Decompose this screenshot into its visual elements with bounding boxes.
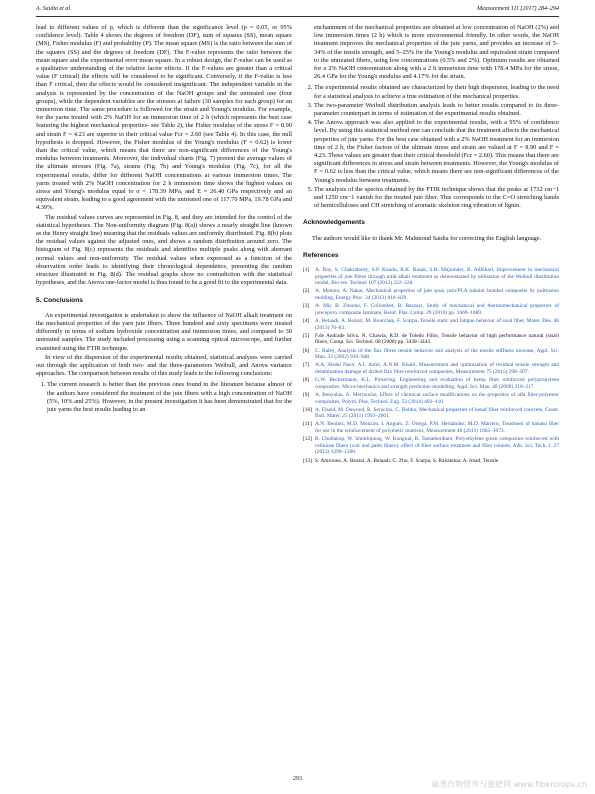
conclusions-list — [36, 381, 292, 414]
reference-text: F.de Andrade Silva, N. Chawla, R.D. de Toledo Filho, Tensile behavior of high performance natural (sisal) fibers, Comp. Sci. Technol. 68 (2008) pp. 3438–3443. — [315, 332, 559, 346]
reference-item[interactable]: [3] A. Mir, B. Zitoune, F. Collombet, B. Bezzazi, Study of mechanical and thermomechanical properties of jute/epoxy composite laminate, Reinf. Plas. Comp. 29 (2010) pp. 1669–1680. — [303, 303, 559, 316]
reference-item[interactable]: [1] A. Roy, S. Chakraborty, S.P. Kundu, R.K. Basak, S.B. Majumder, B. Adhikari, Improvement in mechanical properties of jute fibres through mild alkali treatment as demonstrated by utilisation of the Weibull distribution model, Bio-res. Technol 107 (2012) 222–228. — [303, 267, 559, 287]
paragraph-conclusions-method: In view of the dispersion of the experimental results obtained, statistical analyses were carried out through the application of both two- and the three-parameters Weibull, and Anova variance approaches. The comparison between results of this study leads to the following conclusions: — [36, 353, 292, 378]
reference-item: [5] F.de Andrade Silva, N. Chawla, R.D. de Toledo Filho, Tensile behavior of high performance natural (sisal) fibers, Comp. Sci. Technol. 68 (2008) pp. 3438–3443. — [303, 332, 559, 346]
right-column — [303, 24, 559, 466]
reference-link[interactable]: A.A. Abdul Nasir, A.I. Azmi, A.N.M. Khalil, Measurement and optimisation of residual tensile strength and delamination damage of drilled flax fibre reinforced composites, Measurement 75 (2015) 298–307. — [315, 362, 559, 375]
references-list — [303, 267, 559, 464]
reference-item[interactable]: [2] A. Memon, A. Nakai, Mechanical properties of jute spun yarn/PLA tubular braided composite by pultrusion molding, Energy Proc. 34 (2013) 818–829. — [303, 288, 559, 302]
conclusion-item: 5. The analysis of the spectra obtained by the FTIR technique shows that the peaks at 1732 cm−1 and 1250 cm−1 vanish for the treated jute fiber. This corresponds to the C=O stretching bands of hemicelluloses and CH stretching of aromatic skeleton ring vibration of lignin. — [314, 186, 559, 211]
reference-item: [13] S. Amroune, A. Bezazi, A. Belaadi, C. Zhu, F. Scarpa, S. Rahatekar, A. Imad, Tensile — [303, 457, 499, 464]
conclusion-item: 4. The Anova approach was also applied to the experimental results, with a 95% of confidence level. By using this statistical method one can conclude that the treatment affects the mechanical properties of jute yarns. For the best case obtained with a 2% NaOH treatment for an immersion time of 2 h, the Fisher factors of the ultimate stress and strain are valued at F = 8.90 and F = 4.23. These values are greater than their critical threshold (Fcr = 2.60). This means that there are significant differences in stress and strain between treatments. However, the Young's modulus of F = 0.62 is less than the critical value, which means there are non-significant differences of the Young's modulus between treatments. — [314, 119, 559, 185]
reference-link[interactable]: A. Mir, B. Zitoune, F. Collombet, B. Bezzazi, Study of mechanical and thermomechanical properties of jute/epoxy composite laminate, Reinf. Plas. Comp. 29 (2010) pp. 1669–1680. — [315, 303, 559, 316]
header-rule — [36, 16, 559, 17]
reference-link[interactable]: C. Baley, Analysis of the flax fibres tensile behavior and analysis of the tensile stiffness increase, Appl. Sci. Man. 33 (2002) 939–948. — [315, 347, 559, 361]
reference-item[interactable]: [4] A. Belaadi, A. Bezazi, M. Bourchak, F. Scarpa, Tensile static and fatigue behavior of sisal fiber, Mater. Des. 46 (2013) 76–83. — [303, 318, 559, 331]
conclusion-item: 1. The current research is better than the previous ones found in the literature because almost of the authors have considered the treatment of the jute fibers with a high concentration of NaOH (5%, 10% and 25%). However, in the present investigation it has been demonstrated that for the jute yarns the best results leading to an — [47, 381, 292, 414]
reference-link[interactable]: A. Belaadi, A. Bezazi, M. Bourchak, F. Scarpa, Tensile static and fatigue behavior of sisal fiber, Mater. Des. 46 (2013) 76–83. — [315, 318, 559, 331]
conclusion-item-continued: enchantment of the mechanical properties are obtained at low concentration of NaOH (2%) and low immersion times (2 h) which is more environmental friendly. In other words, the NaOH treatment improves the mechanical properties of the jute yarns, and provides an increase of 5–34% of the tensile strength, and 5–25% for the Young's modulus and equivalent strain compared to the untreated fibers, using low concentrations (0.5% and 2%). Optimum results are obtained for a 2% NaOH concentration along with a 2 h immersion time with 178.4 MPa for the stress, 26.4 GPa for the Young's modulus and 4.17% for the strain. — [314, 24, 559, 81]
reference-link[interactable]: A. Roy, S. Chakraborty, S.P. Kundu, R.K. Basak, S.B. Majumder, B. Adhikari, Improvement in mechanical properties of jute fibres through mild alkali treatment as demonstrated by utilisation of the Weibull distribution model, Bio-res. Technol 107 (2012) 222–228. — [315, 267, 559, 287]
watermark: 麻类作物营养与施肥网 www.fibercrops.cn — [431, 780, 587, 789]
references-heading: References — [303, 251, 339, 259]
acknowledgements-text: The authors would like to thank Mr. Mahmoud Saidia for correcting the English language. — [312, 234, 542, 242]
header-authors: A. Saidia et al. — [36, 6, 72, 12]
paragraph-conclusions-intro: An experimental investigation is undertaken to show the influence of NaOH alkali treatment on the mechanical properties of the yarn jute fibers. Three hundred and sixty specimens were treated differently in terms of sodium hydroxide concentration and immersion times, and compared to 30 untreated samples. The study included processing using a scanning optical microscope, and further examined using the FTIR technique. — [36, 311, 292, 352]
reference-item[interactable]: [7] A.A. Abdul Nasir, A.I. Azmi, A.N.M. Khalil, Measurement and optimisation of residual tensile strength and delamination damage of drilled flax fibre reinforced composites, Measurement 75 (2015) 298–307. — [303, 362, 559, 375]
reference-link[interactable]: A. Memon, A. Nakai, Mechanical properties of jute spun yarn/PLA tubular braided composite by pultrusion molding, Energy Proc. 34 (2013) 818–829. — [315, 288, 559, 302]
page-number: 293 — [293, 776, 302, 782]
reference-link[interactable]: G.W. Beckermann, K.L. Pickering, Engineering and evaluation of hemp fiber reinforced polypropylene composites: Micro-mechanics and strength prediction modelling, Appl. Sci. Man. 40 (2009) 210–217. — [315, 377, 559, 390]
reference-link[interactable]: A.N. Benítez, M.D. Monzón, I. Angulo, Z. Ortega, P.M. Hernández, M.D. Marrero, Treatment of banana fiber for use in the reinforcement of polymeric matrices, Measurement 46 (2013) 1065–1073. — [315, 421, 559, 435]
paragraph-anova: lead to different values of p, which is different than the significance level (p = 0.05, or 95% confidence level). Table 4 shows the degrees of freedom (DF), sum of squares (SS), mean square (MS), Fisher modulus (F) and probability (P). The mean square (MS) is the ratio between the sum of the squares (SS) and the degrees of freedom (DF). The F-value represents the ratio between the mean square and the experimental error mean square. In a robust design, the F-value can be used as a qualitative understanding of the relative factor effects. If the F-values are greater than a critical value (F critical) the effects will be considered to be significant. Conversely, if the F-value is less than F critical, then the effects would be considered insignificant. The independent variable in the analysis is represented by the concentration of the NaOH groups and the untreated one (four groups), while the dependent variables are the stresses at failure (30 samples for each group) for an immersion time. The same procedure is followed for the strain and Young's modulus. For example, for the yarns treated with 2% NaOH for an immersion time of 2 h (which represents the best case featuring the highest mechanical properties- see Table 2), the Fisher modulus of the stress F = 8.90 and strain F = 4.23 are superior to their critical value Fcr = 2.60 (see Table 4). In this case, the null hypothesis is dropped. However, the Fisher modulus of the Young's modulus (F = 0.62) is lower than the critical value, which means that there are non-significant differences of the Young's modulus between treatments. Moreover, the individual charts (Fig. 7) present the average values of the ultimate stresses (Fig. 7a), strains (Fig. 7b) and Young's modulus (Fig. 7c), for all the experimental results, differ for different NaOH concentrations at various immersion times. The yarns treated with 2% NaOH concentration for 2 h immersion time shows the highest values on stress and Young's modulus equal to σ = 178.39 MPa, and E = 26.40 GPa respectively and an equivalent strain, leading to a good agreement with the untreated one of 117.70 MPa, 19.78 GPa and 4.39%. — [36, 24, 292, 212]
header-journal: Measurement 111 (2017) 284–294 — [476, 6, 559, 12]
conclusions-heading: 5. Conclusions — [36, 296, 83, 304]
reference-item[interactable]: [11] A.N. Benítez, M.D. Monzón, I. Angulo, Z. Ortega, P.M. Hernández, M.D. Marrero, Treatment of banana fiber for use in the reinforcement of polymeric matrices, Measurement 46 (2013) 1065–1073. — [303, 421, 559, 435]
reference-link[interactable]: A. Benyahia, A. Merrouche, Effect of chemical surface modifications on the properties of alfa fiber-polyester composites, Polym. Plas. Technol. Eng. 53 (2014) 403–410. — [315, 391, 559, 405]
acknowledgements-heading: Acknowledgements — [303, 219, 365, 227]
reference-item[interactable]: [10] A. Elsaid, M. Dawood, R. Seracino, C. Bobko, Mechanical properties of kenaf fiber reinforced concrete, Const. Buil. Mater. 25 (2011) 1991–2001. — [303, 406, 559, 420]
reference-item[interactable]: [6] C. Baley, Analysis of the flax fibres tensile behavior and analysis of the tensile stiffness increase, Appl. Sci. Man. 33 (2002) 939–948. — [303, 347, 559, 361]
conclusions-list-continued — [303, 84, 559, 210]
reference-item[interactable]: [8] G.W. Beckermann, K.L. Pickering, Engineering and evaluation of hemp fiber reinforced polypropylene composites: Micro-mechanics and strength prediction modelling, Appl. Sci. Man. 40 (2009) 210–217. — [303, 377, 559, 390]
conclusion-item: 2. The experimental results obtained are characterized by their high dispersion, leading to the need for a statistical analysis to achieve a true estimation of the mechanical properties. — [314, 84, 559, 100]
reference-text: S. Amroune, A. Bezazi, A. Belaadi, C. Zhu, F. Scarpa, S. Rahatekar, A. Imad, Tensile — [315, 457, 499, 464]
reference-item[interactable]: [12] R. Chollakup, W. Smitthipong, W. Kongtud, R. Tantatherdtam, Polyethylene green composites reinforced with cellulose fibers (coir and palm fibers): effect of fiber surface treatment and fiber content, Adh. Sci. Tech. J. 27 (2013) 1290–1300. — [303, 436, 559, 456]
reference-item[interactable]: [9] A. Benyahia, A. Merrouche, Effect of chemical surface modifications on the properties of alfa fiber-polyester composites, Polym. Plas. Technol. Eng. 53 (2014) 403–410. — [303, 391, 559, 405]
conclusion-item: 3. The two-parameter Weibull distribution analysis leads to better results compared to its three-parameter counterpart in terms of estimation of the experimental results obtained. — [314, 102, 559, 118]
reference-link[interactable]: A. Elsaid, M. Dawood, R. Seracino, C. Bobko, Mechanical properties of kenaf fiber reinforced concrete, Const. Buil. Mater. 25 (2011) 1991–2001. — [315, 406, 559, 420]
reference-link[interactable]: R. Chollakup, W. Smitthipong, W. Kongtud, R. Tantatherdtam, Polyethylene green composites reinforced with cellulose fibers (coir and palm fibers): effect of fiber surface treatment and fiber content, Adh. Sci. Tech. J. 27 (2013) 1290–1300. — [315, 436, 559, 456]
paragraph-residuals: The residual values curves are represented in Fig. 8, and they are intended for the control of the statistical hypotheses. The Non-uniformity diagram (Fig. 8(a)) shows a nearly straight line (known as the Henry straight line) meaning that the residuals values are uniformly distributed. Fig. 8(b) plots the residual values against the adjusted ones, and shows a random distribution around zero. The histogram of Fig. 8(c) represents the residuals and identifies multiple peaks along with aberrant normal values and non-uniformity. The residual values when expressed as a function of the observation order leads to identifying their chronological dependence, presenting the random structure illustrated in Fig. 8(d). The residual graphs show no contradiction with the statistical hypotheses, and the Anova one-factor model is thus found to be a good fit to the experimental data. — [36, 213, 292, 287]
left-column — [36, 24, 292, 415]
